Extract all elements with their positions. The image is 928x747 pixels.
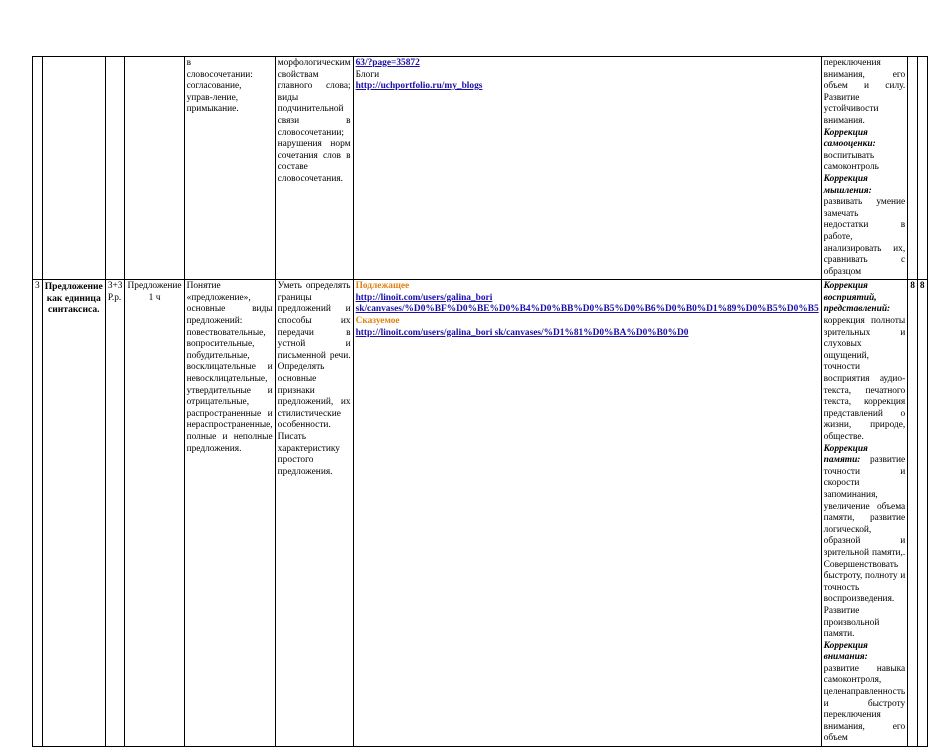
correction-item: [824, 281, 906, 443]
resource-link[interactable]: http://linoit.com/users/galina_bori sk/canvases/%D1%81%D0%BA%D0%B0%D0: [355, 327, 689, 338]
resource-link[interactable]: 63/?page=35872: [355, 58, 420, 68]
cell-requirements: [275, 280, 353, 747]
cell-date-plan: [908, 280, 918, 747]
cell-resources: [353, 280, 821, 747]
content-line: примыкание.: [186, 104, 239, 115]
correction-item: [824, 444, 906, 641]
topic-title: Предложение: [127, 281, 182, 292]
correction-item: [824, 174, 906, 278]
table-row: [33, 57, 928, 280]
correction-item: [824, 641, 906, 745]
correction-text: воспитывать самоконтроль: [823, 150, 879, 173]
correction-label: Коррекция восприятий, представлений:: [823, 281, 891, 315]
cell-lesson-topic: [125, 280, 184, 747]
requirements-text: морфологическим свойствам главного слова; виды подчинительной связи в словосочетании; нарушения норм сочетания слов в составе словосочетания.: [277, 58, 351, 184]
correction-label: Коррекция внимания:: [823, 640, 868, 663]
blog-link[interactable]: http://uchportfolio.ru/my_blogs: [355, 81, 483, 92]
resource-label: Подлежащее: [355, 281, 410, 292]
correction-intro: переключения внимания, его объем и силу. Развитие устойчивости внимания.: [823, 58, 906, 126]
correction-text: развитие точности и скорости запоминания, увеличение объема памяти, развитие логической, образной и зрительной памяти,. Совершенствовать быстроту, полноту и точность воспроизведения. Развитие произвольной памяти.: [823, 455, 906, 640]
hours-text: 3+3 Р.р.: [107, 281, 123, 303]
correction-label: Коррекция мышления:: [823, 173, 872, 196]
correction-label: Коррекция самооценки:: [823, 127, 876, 150]
correction-text: коррекция полноты зрительных и слуховых ощущений, точности восприятия аудио-текста, печатного текста, коррекция представлений о жизни, природе, обществе.: [823, 316, 906, 442]
content-line: в: [186, 58, 192, 68]
row-number: 3: [35, 281, 40, 292]
cell-number: [33, 280, 43, 747]
requirements-text: Уметь определять границы предложений и способы их передачи в устной и письменной речи. Определять основные признаки предложений, их стилистические особенности. Писать характеристику простого предложения.: [277, 281, 351, 477]
cell-correction: [821, 57, 908, 280]
cell-resources: [353, 57, 821, 280]
cell-lesson-topic: [125, 57, 184, 280]
table-row: [33, 280, 928, 747]
date-plan-value: 8: [910, 281, 915, 292]
cell-date-fact: [917, 280, 927, 747]
content-text: Понятие «предложение», основные виды предложений: повествовательные, вопросительные, побудительные, восклицательные и невосклицательные, утвердительные и отрицательные, распространенные и нераспространенные, полные и неполные предложения.: [186, 281, 273, 454]
theme-text: Предложение как единица синтаксиса.: [44, 281, 103, 316]
topic-hours: 1 ч: [148, 292, 161, 303]
cell-date-plan: [908, 57, 918, 280]
content-line: словосочетании:: [186, 69, 253, 80]
lesson-plan-table: [32, 56, 928, 747]
correction-label: Коррекция памяти:: [823, 443, 868, 466]
cell-theme: [42, 57, 105, 280]
correction-item: [824, 128, 906, 174]
cell-requirements: [275, 57, 353, 280]
correction-text: развивать умение замечать недостатки в работе, анализировать их, сравнивать с образцом: [823, 197, 906, 277]
date-fact-value: 8: [919, 281, 925, 292]
resource-label: Блоги: [355, 69, 380, 80]
cell-correction: [821, 280, 908, 747]
cell-number: [33, 57, 43, 280]
cell-hours: [105, 280, 125, 747]
cell-content: [184, 280, 275, 747]
resource-link[interactable]: http://linoit.com/users/galina_bori sk/canvases/%D0%BF%D0%BE%D0%B4%D0%BB%D0%B5%D0%B6%D0%B0%D1%89%D0%B5%D0%B5: [355, 292, 819, 315]
content-line: согласование,: [186, 81, 242, 92]
correction-text: развитие навыка самоконтроля, целенаправленность и быстроту переключения внимания, его объем: [823, 663, 906, 744]
resource-label: Сказуемое: [355, 316, 400, 327]
content-line: управ-ление,: [186, 92, 239, 103]
cell-content: [184, 57, 275, 280]
cell-theme: [42, 280, 105, 747]
cell-date-fact: [917, 57, 927, 280]
cell-hours: [105, 57, 125, 280]
